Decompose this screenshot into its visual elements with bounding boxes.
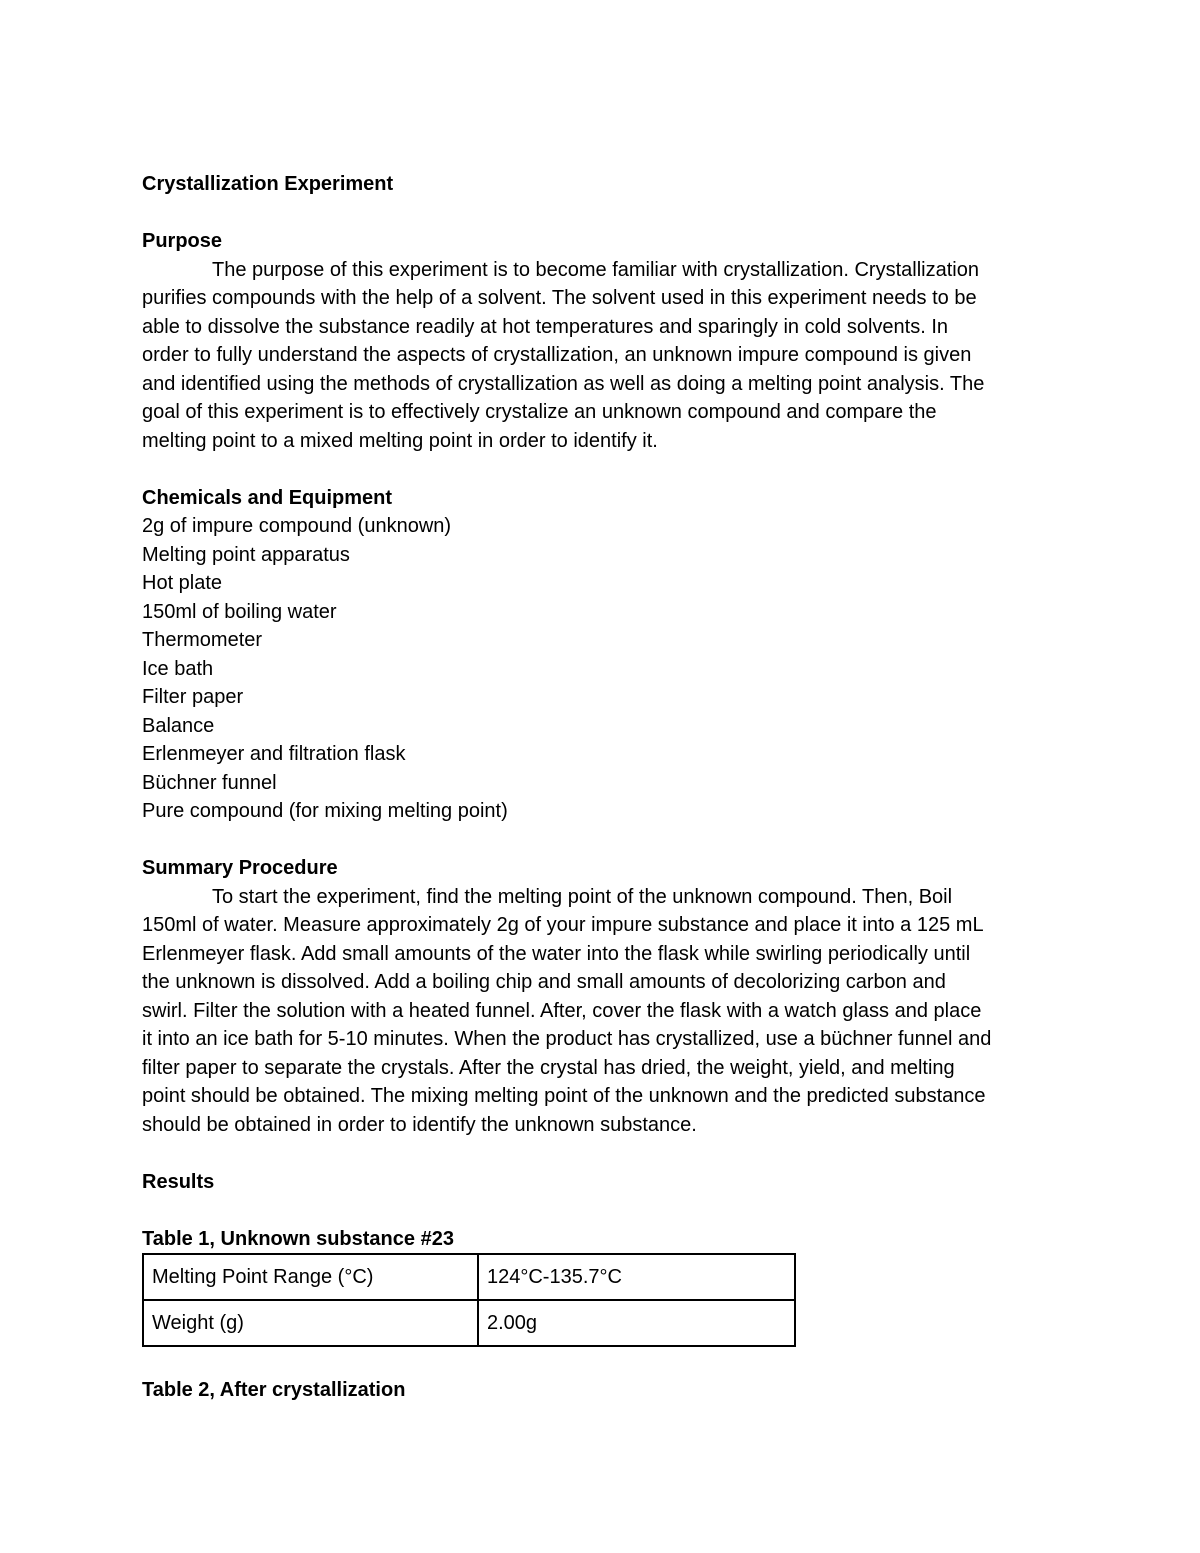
spacer xyxy=(142,1139,1062,1168)
procedure-paragraph xyxy=(142,883,1062,1140)
procedure-line: swirl. Filter the solution with a heated funnel. After, cover the flask with a watch glass and place xyxy=(142,999,982,1022)
list-item: Balance xyxy=(142,714,215,737)
table-cell: Weight (g) xyxy=(143,1300,478,1346)
procedure-line: should be obtained in order to identify the unknown substance. xyxy=(142,1113,697,1136)
procedure-line: the unknown is dissolved. Add a boiling chip and small amounts of decolorizing carbon and xyxy=(142,971,946,993)
chemicals-heading: Chemicals and Equipment xyxy=(142,486,393,509)
document-page xyxy=(142,170,1062,1404)
procedure-line: it into an ice bath for 5-10 minutes. When the product has crystallized, use a büchner funnel and xyxy=(142,1028,992,1050)
procedure-heading: Summary Procedure xyxy=(142,857,338,879)
purpose-line: melting point to a mixed melting point in order to identify it. xyxy=(142,429,658,452)
document-title: Crystallization Experiment xyxy=(142,173,394,195)
list-item: Ice bath xyxy=(142,657,214,680)
spacer xyxy=(142,826,1062,855)
procedure-line: filter paper to separate the crystals. After the crystal has dried, the weight, yield, and melting xyxy=(142,1056,955,1079)
list-item: 150ml of boiling water xyxy=(142,600,337,623)
table1-caption: Table 1, Unknown substance #23 xyxy=(142,1227,454,1250)
spacer xyxy=(142,1196,1062,1225)
table2-caption: Table 2, After crystallization xyxy=(142,1378,406,1401)
table-row xyxy=(143,1300,795,1346)
spacer xyxy=(142,1347,1062,1376)
spacer xyxy=(142,455,1062,484)
results-heading: Results xyxy=(142,1170,215,1193)
table-cell: 2.00g xyxy=(478,1300,795,1346)
purpose-paragraph xyxy=(142,256,1062,456)
table-cell: Melting Point Range (°C) xyxy=(143,1254,478,1300)
procedure-line: point should be obtained. The mixing melting point of the unknown and the predicted substance xyxy=(142,1085,986,1107)
table-cell: 124°C-135.7°C xyxy=(478,1254,795,1300)
list-item: Erlenmeyer and filtration flask xyxy=(142,743,406,765)
chemicals-list xyxy=(142,512,1062,826)
list-item: Büchner funnel xyxy=(142,771,277,794)
spacer xyxy=(142,199,1062,228)
purpose-line: goal of this experiment is to effectively crystalize an unknown compound and compare the xyxy=(142,401,937,423)
list-item: 2g of impure compound (unknown) xyxy=(142,515,452,537)
table1 xyxy=(142,1253,796,1347)
list-item: Thermometer xyxy=(142,629,263,651)
purpose-line: purifies compounds with the help of a solvent. The solvent used in this experiment needs to be xyxy=(142,287,977,309)
list-item: Filter paper xyxy=(142,686,244,708)
procedure-line: To start the experiment, find the melting point of the unknown compound. Then, Boil xyxy=(212,885,953,908)
procedure-line: Erlenmeyer flask. Add small amounts of the water into the flask while swirling periodically until xyxy=(142,942,971,965)
list-item: Hot plate xyxy=(142,572,223,594)
purpose-line: and identified using the methods of crystallization as well as doing a melting point analysis. The xyxy=(142,372,985,395)
list-item: Melting point apparatus xyxy=(142,543,350,566)
purpose-line: The purpose of this experiment is to become familiar with crystallization. Crystallization xyxy=(212,258,979,281)
procedure-line: 150ml of water. Measure approximately 2g of your impure substance and place it into a 125 mL xyxy=(142,914,984,936)
purpose-heading: Purpose xyxy=(142,230,223,252)
table-row xyxy=(143,1254,795,1300)
list-item: Pure compound (for mixing melting point) xyxy=(142,800,508,822)
purpose-line: order to fully understand the aspects of crystallization, an unknown impure compound is given xyxy=(142,344,972,366)
purpose-line: able to dissolve the substance readily at hot temperatures and sparingly in cold solvents. In xyxy=(142,315,949,338)
